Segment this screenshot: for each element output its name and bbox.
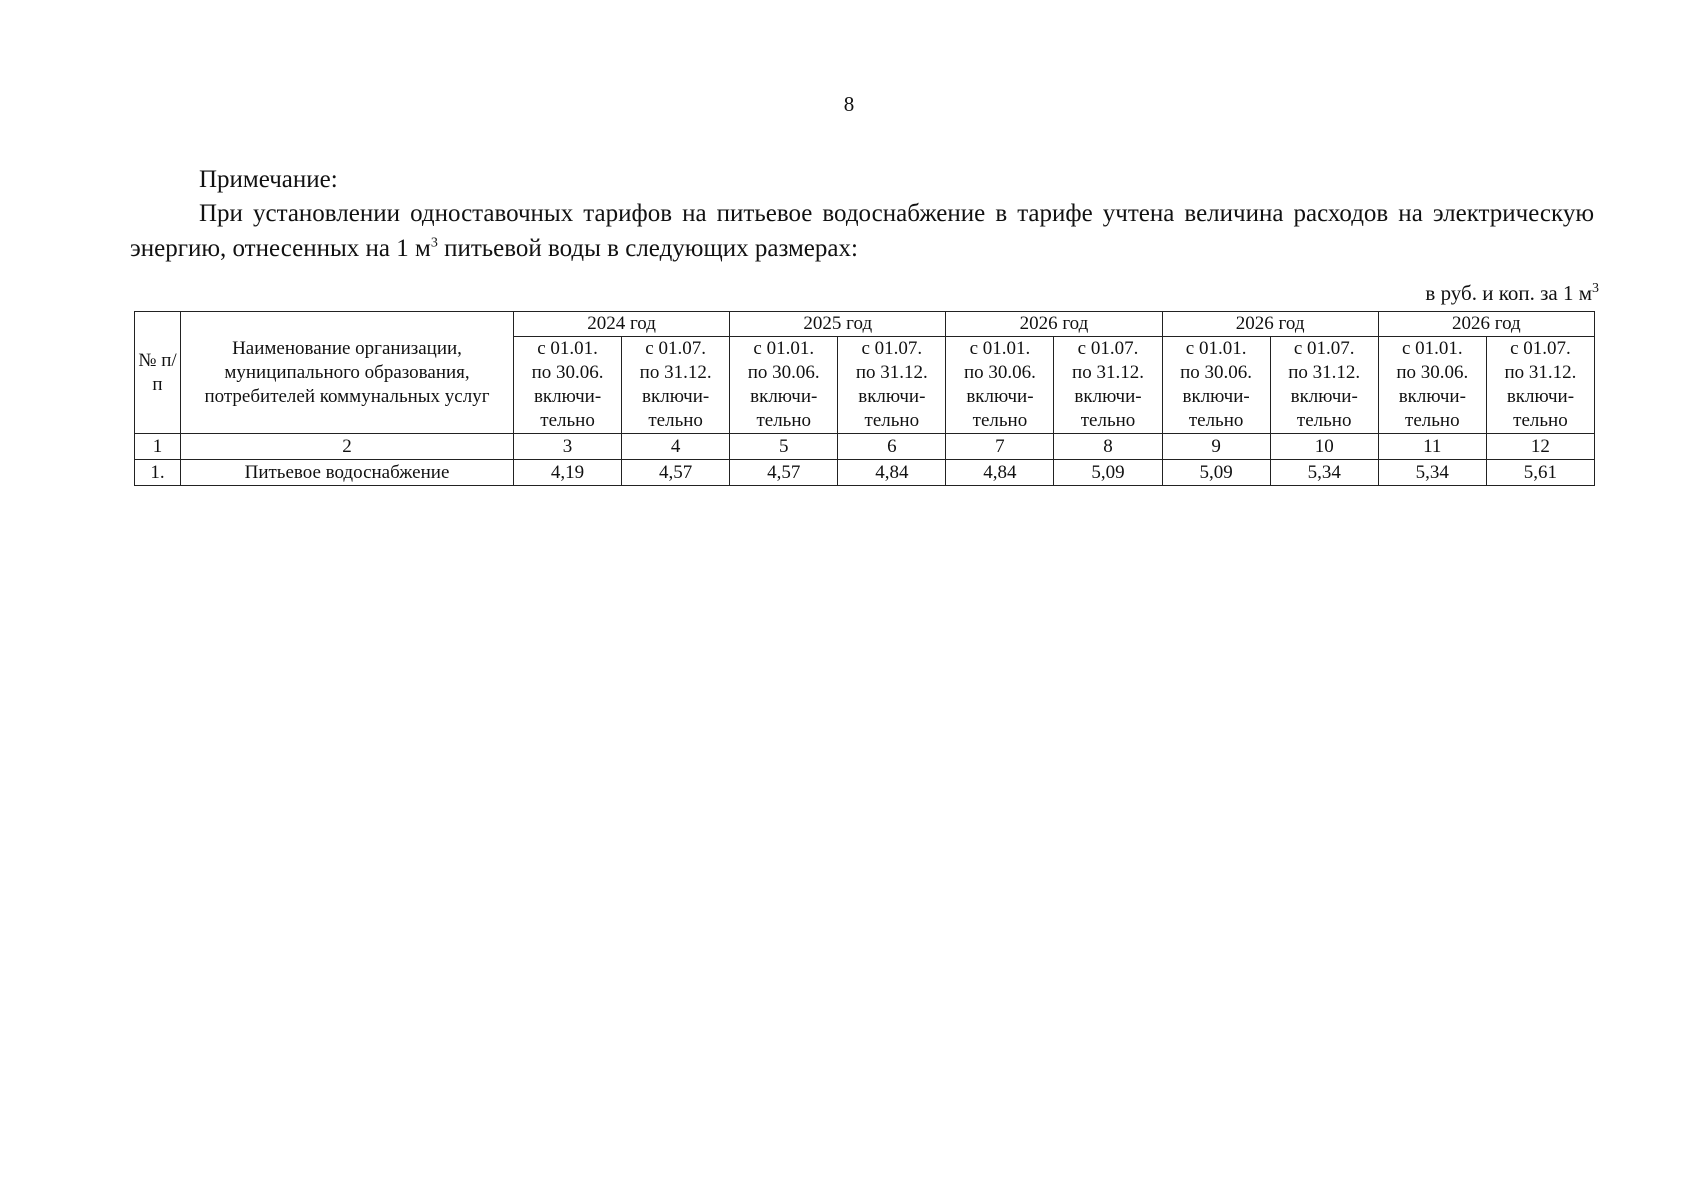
column-index: 11 bbox=[1378, 434, 1486, 460]
column-index: 4 bbox=[622, 434, 730, 460]
period-header-first-half bbox=[946, 337, 1054, 434]
period-header-second-half bbox=[1270, 337, 1378, 434]
column-index: 5 bbox=[730, 434, 838, 460]
period-line: включи- bbox=[1398, 386, 1466, 407]
tariff-value: 4,19 bbox=[514, 460, 622, 486]
period-line: с 01.01. bbox=[537, 338, 598, 359]
period-header-second-half bbox=[1054, 337, 1162, 434]
col-number-header: № п/п bbox=[135, 312, 181, 434]
period-line: по 31.12. bbox=[1288, 362, 1361, 383]
tariff-value: 5,09 bbox=[1054, 460, 1162, 486]
period-line: с 01.07. bbox=[1293, 338, 1355, 359]
period-line: с 01.01. bbox=[969, 338, 1031, 359]
period-line: включи- bbox=[1182, 386, 1250, 407]
period-line: с 01.01. bbox=[1401, 338, 1463, 359]
year-header: 2026 год bbox=[1378, 312, 1594, 337]
period-line: по 30.06. bbox=[531, 362, 604, 383]
period-line: по 30.06. bbox=[963, 362, 1036, 383]
period-line: тельно bbox=[1405, 410, 1460, 431]
period-header-second-half bbox=[622, 337, 730, 434]
tariff-value: 5,34 bbox=[1270, 460, 1378, 486]
column-index: 7 bbox=[946, 434, 1054, 460]
period-header-second-half bbox=[838, 337, 946, 434]
column-index: 9 bbox=[1162, 434, 1270, 460]
period-line: включи- bbox=[750, 386, 818, 407]
column-index: 10 bbox=[1270, 434, 1378, 460]
period-line: включи- bbox=[966, 386, 1034, 407]
row-name: Питьевое водоснабжение bbox=[181, 460, 514, 486]
col-name-header: Наименование организации, муниципального образования, потребителей коммунальных услуг bbox=[181, 312, 514, 434]
period-line: с 01.07. bbox=[1510, 338, 1571, 359]
period-line: тельно bbox=[864, 410, 920, 431]
period-line: с 01.07. bbox=[1077, 338, 1139, 359]
units-label bbox=[1425, 281, 1599, 306]
tariff-value: 4,57 bbox=[730, 460, 838, 486]
period-header-first-half bbox=[514, 337, 622, 434]
period-line: тельно bbox=[1188, 410, 1244, 431]
period-line: тельно bbox=[1513, 410, 1568, 431]
row-number: 1. bbox=[135, 460, 181, 486]
period-header-second-half bbox=[1486, 337, 1594, 434]
period-header-first-half bbox=[1378, 337, 1486, 434]
period-line: по 30.06. bbox=[1396, 362, 1469, 383]
column-index: 8 bbox=[1054, 434, 1162, 460]
period-line: с 01.01. bbox=[1185, 338, 1247, 359]
tariff-value: 4,57 bbox=[622, 460, 730, 486]
units-text: в руб. и коп. за 1 м bbox=[1425, 281, 1592, 305]
period-line: включи- bbox=[858, 386, 926, 407]
period-line: включи- bbox=[642, 386, 710, 407]
period-line: тельно bbox=[648, 410, 703, 431]
tariff-value: 4,84 bbox=[838, 460, 946, 486]
period-line: по 30.06. bbox=[747, 362, 820, 383]
period-line: по 31.12. bbox=[639, 362, 712, 383]
period-header-first-half bbox=[1162, 337, 1270, 434]
note-text-part-1: При установлении одноставочных тарифов на питьевое водоснабжение в тарифе учтена величина расходов на электрическую энергию, отнесенных на 1 м bbox=[130, 200, 1594, 262]
period-line: включи- bbox=[1290, 386, 1358, 407]
page-number: 8 bbox=[843, 92, 855, 116]
tariff-value: 5,34 bbox=[1378, 460, 1486, 486]
period-line: с 01.07. bbox=[861, 338, 923, 359]
column-index-row bbox=[135, 434, 1595, 460]
period-line: включи- bbox=[533, 386, 602, 407]
year-header: 2026 год bbox=[1162, 312, 1378, 337]
column-index: 1 bbox=[135, 434, 181, 460]
period-line: тельно bbox=[1080, 410, 1136, 431]
tariff-value: 4,84 bbox=[946, 460, 1054, 486]
period-line: тельно bbox=[972, 410, 1028, 431]
column-index: 12 bbox=[1486, 434, 1594, 460]
period-line: по 30.06. bbox=[1180, 362, 1253, 383]
period-line: с 01.01. bbox=[753, 338, 815, 359]
year-header: 2024 год bbox=[514, 312, 730, 337]
tariff-value: 5,61 bbox=[1486, 460, 1594, 486]
period-line: тельно bbox=[1296, 410, 1352, 431]
period-line: с 01.07. bbox=[645, 338, 706, 359]
column-index: 6 bbox=[838, 434, 946, 460]
note-text bbox=[130, 196, 1594, 266]
table-row bbox=[135, 460, 1595, 486]
note-title: Примечание: bbox=[199, 166, 338, 193]
column-index: 3 bbox=[514, 434, 622, 460]
year-header: 2025 год bbox=[730, 312, 946, 337]
tariff-table bbox=[134, 311, 1595, 486]
year-header: 2026 год bbox=[946, 312, 1162, 337]
period-line: по 31.12. bbox=[1072, 362, 1144, 383]
units-superscript: 3 bbox=[1592, 281, 1599, 296]
note-text-part-2: питьевой воды в следующих размерах: bbox=[437, 235, 858, 262]
period-line: включи- bbox=[1506, 386, 1575, 407]
period-header-first-half bbox=[730, 337, 838, 434]
column-index: 2 bbox=[181, 434, 514, 460]
period-line: тельно bbox=[540, 410, 595, 431]
period-line: по 31.12. bbox=[855, 362, 928, 383]
header-row-years bbox=[135, 312, 1595, 337]
period-line: включи- bbox=[1074, 386, 1142, 407]
period-line: по 31.12. bbox=[1504, 362, 1577, 383]
period-line: тельно bbox=[756, 410, 812, 431]
note-superscript: 3 bbox=[430, 235, 438, 251]
tariff-value: 5,09 bbox=[1162, 460, 1270, 486]
